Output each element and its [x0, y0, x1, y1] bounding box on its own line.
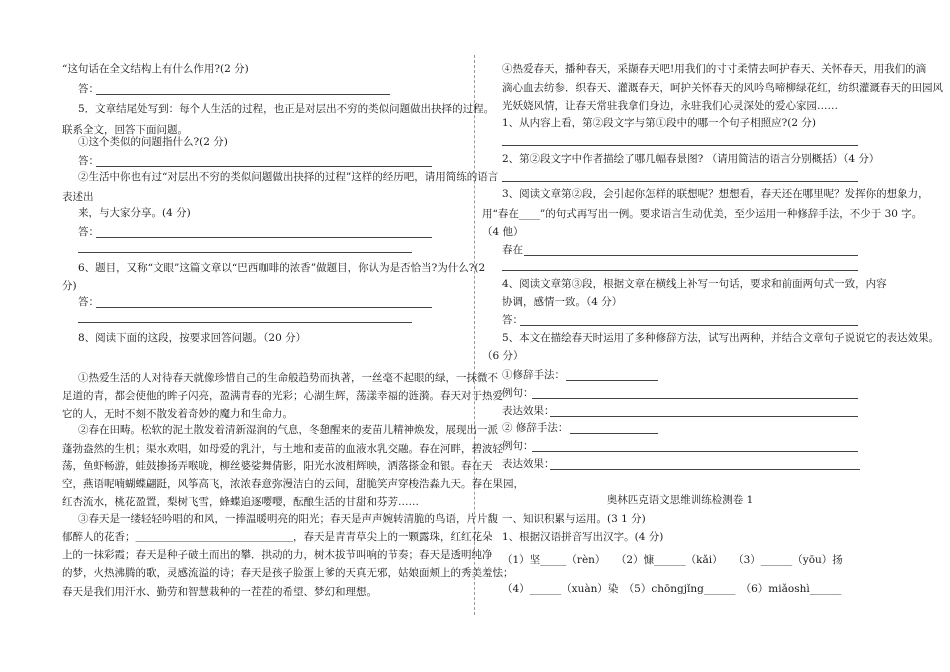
passage-p4-line: ④热爱春天，播种春天，采撷春天吧!用我们的寸寸柔情去呵护春天、关怀春天，用我们的滴 — [502, 63, 927, 75]
right-q5-cont: （6 分） — [482, 350, 524, 362]
passage-p2-line: 荡，鱼虾畅游，蛙鼓掺扬弄喉咙，柳丝婆娑舞倩影，阳光水波相辉映，洒落搽金和银。春在天 — [62, 460, 493, 472]
passage-p2-line: 蓬勃盎然的生机；渠水欢唱，如母爱的乳汁，与土地和麦苗的血液水乳交融。春在河畔，碧波轻 — [62, 443, 503, 455]
right-q2: 2、第②段文字中作者描绘了哪几幅春景图? （请用简洁的语言分别概括）（4 分） — [502, 153, 880, 165]
answer-line[interactable] — [502, 145, 858, 146]
effect-field[interactable] — [550, 416, 858, 417]
effect-label: 表达效果： — [502, 458, 555, 470]
answer-line[interactable] — [96, 166, 432, 167]
q4-prompt: “这句话在全文结构上有什么作用?(2 分) — [62, 63, 249, 75]
passage-p4-line: 滴心血去纺参．织春天、灌溉春天，呵护关怀春天的风吟鸟啼柳绿花红，纺织灌溉春天的田园风 — [502, 82, 943, 94]
passage-p2-line: 空，燕语呢喃蝴蝶翩跹，风筝高飞，浓浓春意弥漫洁白的云间，甜脆笑声穿梭浩淼九天。春在果园， — [62, 478, 524, 490]
passage-p4-line: 光妖娆风情，让春天常驻我拿们身边，永驻我们心灵深处的爱心家园…… — [502, 100, 838, 112]
effect-label: 表达效果： — [502, 405, 555, 417]
answer-line[interactable] — [96, 307, 432, 308]
example-field[interactable] — [532, 451, 858, 452]
q5-text-cont: 联系全文，回答下面问题。 — [62, 124, 188, 136]
answer-line[interactable] — [520, 325, 858, 326]
answer-label: 答： — [78, 155, 99, 167]
exam-title: 奥林匹克语文思维训练检测卷 1 — [606, 494, 754, 506]
right-q1: 1、从内容上看，第②段文字与第①段中的哪一个句子相照应?(2 分) — [502, 117, 817, 129]
answer-line[interactable] — [96, 237, 432, 238]
section-1-heading: 一、知识积累与运用。(3 1 分) — [502, 513, 646, 525]
q5-text: 5．文章结尾处写到：每个人生活的过程，也正是对层出不穷的类似问题做出抉择的过程。 — [78, 103, 495, 115]
passage-p1-line: 足道的青，都会使他的眸子闪亮，盈满青春的光彩；心湖生辉，荡漾幸福的涟漪。春天对于热爱 — [62, 390, 503, 402]
q8-text: 8、阅读下面的这段，按要求回答问题。（20 分） — [78, 332, 307, 344]
example-label: 例句： — [502, 440, 534, 452]
rhetoric-2-field[interactable] — [570, 433, 658, 434]
q6-text: 6、题目，又称“文眼”这篇文章以“巴西咖啡的浓香”做题目，你认为是否恰当?为什么?(2 — [78, 262, 486, 274]
passage-p3-line: 郁醉人的花香；＿＿＿＿＿＿＿＿＿＿＿＿＿＿＿，春天是青青草尖上的一颗露珠，红红花朵 — [62, 531, 493, 543]
right-q3-cont: 用“春在____”的句式再写出一例。要求语言生动优美，至少运用一种修辞手法，不少于 30 字。 — [482, 208, 923, 220]
passage-p2-line: ②春在田畴。松软的泥土散发着清新湿润的气息，冬憩醒来的麦苗儿精神焕发，展现出一派 — [78, 424, 498, 436]
passage-p3-line: 春天是我们用汗水、勤劳和智慧栽种的一茬茬的希望、梦幻和理想。 — [62, 586, 377, 598]
q5-sub2-cont: 来，与大家分享。(4 分) — [78, 207, 191, 219]
right-q3: 3、阅读文章第②段，会引起你怎样的联想呢？想想看，春天还在哪里呢？发挥你的想象力， — [502, 188, 929, 200]
example-label: 例句： — [502, 387, 534, 399]
q5-sub1: ①这个类似的问题指什么?(2 分) — [78, 136, 228, 148]
rhetoric-2-label: ② 修辞手法： — [502, 422, 569, 434]
q5-sub2: ②生活中你也有过“对层出不穷的类似问题做出抉择的过程”这样的经历吧，请用简练的语言 — [78, 171, 499, 183]
answer-label: 答： — [78, 83, 99, 95]
right-q5: 5、本文在描绘春天时运用了多种修辞方法，试写出两种，并结合文章句子说说它的表达效果。 — [502, 332, 940, 344]
passage-p3-line: ③春天是一缕轻轻吟唱的和风，一捧温暖明亮的阳光；春天是声声婉转清脆的鸟语，片片馥 — [78, 513, 498, 525]
answer-line[interactable] — [96, 94, 390, 95]
right-q3-cont: （4 他） — [482, 226, 524, 238]
answer-label: 答： — [78, 296, 99, 308]
answer-line[interactable] — [502, 181, 858, 182]
answer-line[interactable] — [78, 252, 412, 253]
passage-p1-line: ①热爱生活的人对待春天就像珍惜自己的生命般趋势而执著，一丝毫不起眼的绿，一抹微不 — [78, 372, 498, 384]
effect-field[interactable] — [550, 469, 860, 470]
passage-p3-line: 上的一抹彩霞；春天是种子破土而出的攀．拱动的力，树木拔节叫响的节奏；春天是透明纯净 — [62, 549, 493, 561]
q6-text-cont: 分) — [62, 280, 77, 292]
answer-label: 答： — [78, 226, 99, 238]
answer-label: 答： — [502, 314, 523, 326]
answer-line[interactable] — [78, 322, 412, 323]
answer-line[interactable] — [524, 255, 858, 256]
rhetoric-1-label: ①修辞手法： — [502, 369, 565, 381]
pinyin-row: （4）______（xuàn）染 （5）chōngjǐng______ （6）miǎoshì______ — [502, 583, 842, 595]
section-1-q1: 1、根据汉语拼音写出汉字。(4 分) — [502, 531, 664, 543]
rhetoric-1-field[interactable] — [566, 380, 658, 381]
q5-sub2-cont: 表述出 — [62, 191, 94, 203]
answer-line[interactable] — [502, 270, 858, 271]
example-field[interactable] — [532, 398, 858, 399]
right-q4-cont: 协调，感情一致。（4 分） — [502, 296, 623, 308]
pinyin-row: （1）坚_____（rèn） （2）慷______（kǎi） （3）______（yōu）扬 — [502, 554, 843, 566]
passage-p2-line: 红杏流水，桃花盈置，梨树飞雪，蜂蝶追逐嘤嘤，酝酿生活的甘甜和芬芳…… — [62, 496, 419, 508]
right-q3-answer-prefix: 春在 — [502, 244, 523, 256]
passage-p3-line: 的梦，火热沸腾的歌，灵感流溢的诗；春天是孩子脸蛋上爹的天真无邪，姑娘面颊上的秀美羞怯； — [62, 567, 514, 579]
passage-p1-line: 它的人，无时不刻不散发着奇妙的魔力和生命力。 — [62, 408, 293, 420]
right-q4: 4、阅读文章第③段，根据文章在横线上补写一句话，要求和前面两句式一致，内容 — [502, 278, 887, 290]
